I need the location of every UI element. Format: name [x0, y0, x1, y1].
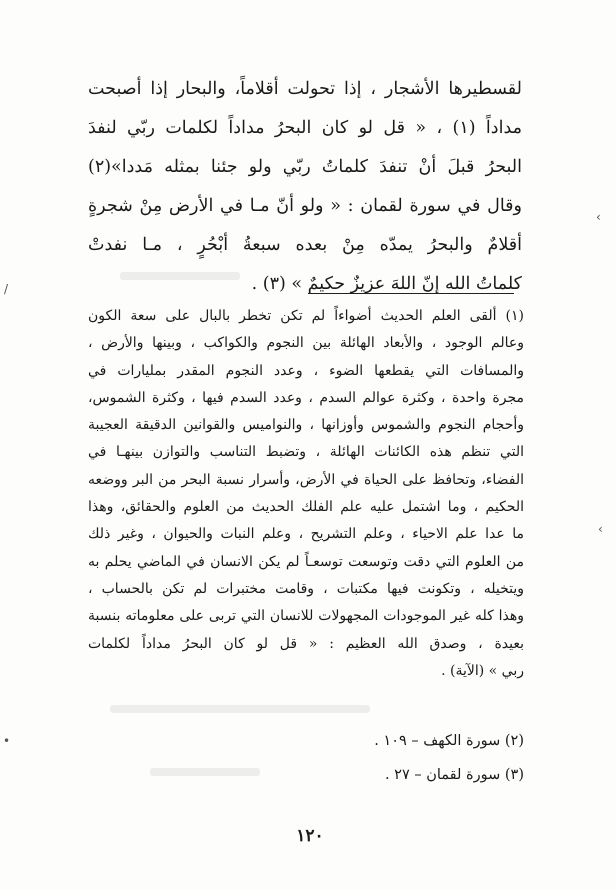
footnote-line: التي تنظم هذه الكائنات الهائلة ، وتضبط التناسب والتوازن بينهـا في — [88, 444, 524, 461]
margin-mark: • — [3, 734, 11, 748]
footnote-line: بعيدة ، وصدق الله العظيم : « قل لو كان البحرُ مداداً لكلمات — [88, 635, 524, 652]
bleed-through-mark — [150, 768, 260, 776]
bleed-through-mark — [110, 705, 370, 713]
main-line: وقال في سورة لقمان : « ولو أنّ مـا في الأرض مِنْ شجرةٍ — [88, 196, 522, 216]
footnote-line: والمسافات التي يقطعها الضوء ، وعدد النجوم المقدر بمليارات في — [88, 362, 524, 379]
page-number: ١٢٠ — [296, 826, 324, 846]
main-line: مداداً (١) ، « قل لو كان البحرُ مداداً لكلمات ربّي لنفدَ — [88, 118, 522, 138]
footnote-line: ويتخيله ، وتكونت فيها مكتبات ، وقامت مختبرات لم تكن بالحساب ، — [88, 580, 524, 597]
footnote-line: وهذا كله غير الموجودات المجهولات للانسان التي تربى على معلوماته بنسبة — [88, 608, 524, 625]
footnote-line: ربي » (الآية) . — [441, 662, 524, 679]
footnote-line: الفضاء، وتحافظ على الحياة في الأرض، وأسرار نسبة البحر من البر ووضعه — [88, 471, 524, 488]
footnote-line: الحكيم ، وما اشتمل عليه علم الفلك الحديث من العلوم والحقائق، وهذا — [88, 499, 524, 516]
margin-mark: / — [4, 282, 9, 296]
reference-note: (٢) سورة الكهف – ١٠٩ . — [374, 733, 524, 749]
main-line: أقلامٌ والبحرُ يمدّه مِنْ بعده سبعةُ أبْحُرٍ ، مـا نفدتْ — [88, 235, 522, 255]
reference-notes — [250, 724, 524, 792]
footnote-line: ما عدا علم الاحياء ، وعلم التشريح ، وعلم النبات والحيوان ، وغير ذلك — [88, 526, 524, 543]
footnote-line: من العلوم التي دقت وتوسعت توسعـاً لم يكن الانسان في الماضي يحلم به — [88, 553, 524, 570]
footnote-separator — [308, 293, 514, 294]
main-line: كلماتُ الله إنّ اللهَ عزيزٌ حكيمٌ » (٣) . — [251, 274, 522, 294]
footnote-line: (١) ألقى العلم الحديث أضواءاً لم تكن تخطر بالبال على سعة الكون — [88, 308, 524, 324]
reference-note: (٣) سورة لقمان – ٢٧ . — [384, 767, 524, 783]
margin-mark: ‹ — [596, 210, 601, 224]
footnote-block — [88, 303, 524, 685]
main-line: لقسطيرها الأشجار ، إذا تحولت أقلاماً، والبحار إذا أصبحت — [88, 79, 522, 99]
footnote-line: مجرة واحدة ، وكثرة عوالم السدم ، وعدد السدم فيها ، وكثرة الشموس، — [88, 389, 524, 406]
margin-mark: ‹ — [598, 522, 603, 536]
footnote-line: وأحجام النجوم والشموس وأوزانها ، والنواميس والقوانين الدقيقة العجيبة — [88, 417, 524, 434]
footnote-line: وعالم الوجود ، والأبعاد الهائلة بين النجوم والكواكب ، وبينها والأرض ، — [88, 335, 524, 352]
main-body-text — [88, 70, 522, 304]
main-line: البحرُ قبلَ أنْ تنفدَ كلماتُ ربّي ولو جئنا بمثله مَددا»(٢) — [88, 157, 522, 177]
